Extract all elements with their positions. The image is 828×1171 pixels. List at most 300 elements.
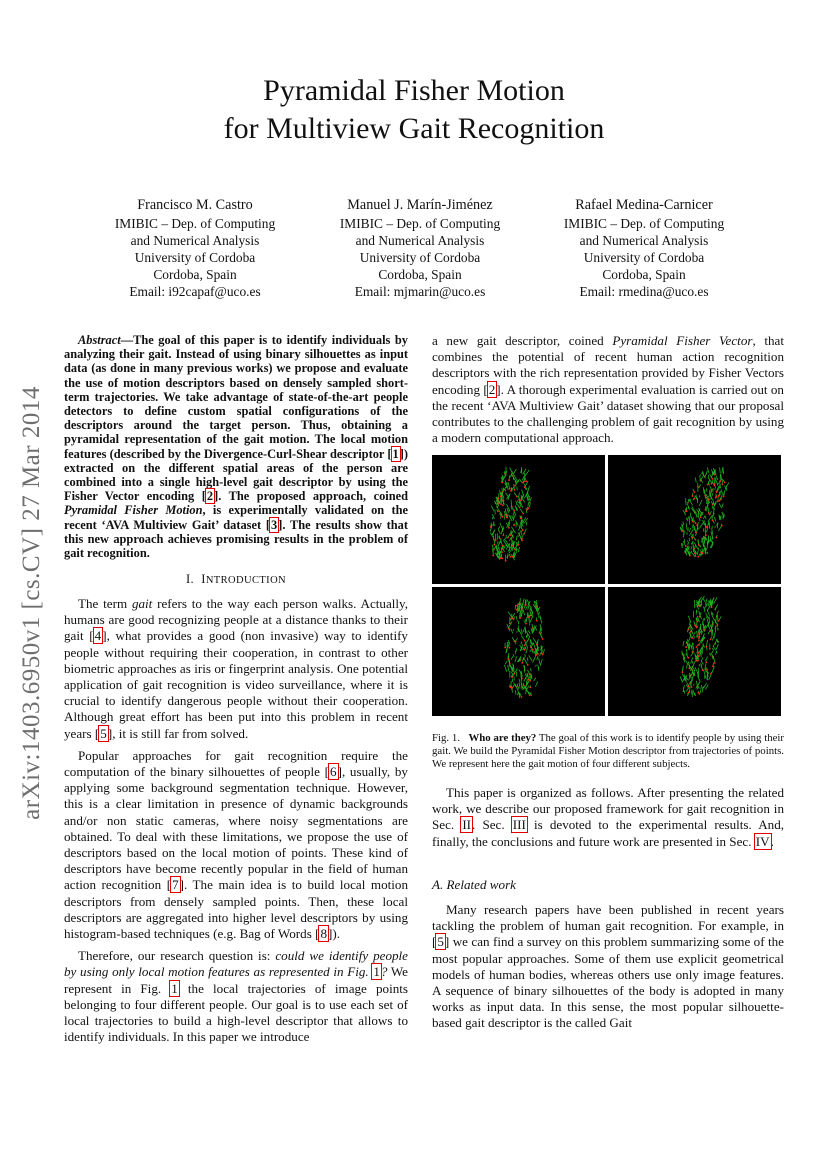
- trajectory-point: [508, 479, 510, 481]
- author-email: Email: rmedina@uco.es: [579, 284, 709, 299]
- trajectory-point: [511, 687, 513, 689]
- trajectory-point: [698, 692, 700, 694]
- trajectory-stroke: [516, 648, 517, 651]
- trajectory-stroke: [513, 513, 514, 518]
- abstract-emphasis: Pyramidal Fisher Motion: [64, 503, 203, 518]
- trajectory-stroke: [498, 530, 500, 534]
- trajectory-point: [509, 662, 511, 664]
- trajectory-point: [705, 662, 707, 664]
- citation-link[interactable]: 2: [488, 381, 496, 397]
- trajectory-stroke: [521, 533, 522, 538]
- trajectory-stroke: [707, 606, 709, 611]
- trajectory-stroke: [702, 648, 703, 654]
- trajectory-stroke: [513, 654, 514, 657]
- trajectory-point: [706, 646, 708, 648]
- figure-label: Fig. 1.: [432, 732, 461, 744]
- trajectory-stroke: [707, 647, 708, 650]
- section-number: I.: [185, 572, 195, 586]
- author-name: Manuel J. Marín-Jiménez: [347, 197, 493, 213]
- trajectory-point: [694, 553, 696, 555]
- trajectory-point: [708, 512, 710, 514]
- author-affil: and Numerical Analysis: [355, 233, 485, 248]
- trajectory-stroke: [706, 685, 709, 690]
- citation-link[interactable]: 6: [330, 764, 337, 780]
- trajectory-stroke: [704, 489, 705, 495]
- trajectory-point: [522, 513, 524, 515]
- figure-panel-subject-2: [608, 455, 781, 584]
- author-email: Email: mjmarin@uco.es: [354, 284, 486, 299]
- figure-link[interactable]: 1: [171, 980, 178, 996]
- trajectory-point: [700, 551, 702, 553]
- trajectory-stroke: [709, 674, 712, 680]
- trajectory-stroke: [511, 656, 513, 659]
- trajectory-point: [705, 534, 707, 536]
- trajectory-stroke: [706, 529, 707, 533]
- trajectory-point: [685, 646, 687, 648]
- trajectory-point: [519, 507, 521, 509]
- trajectory-point: [529, 687, 531, 689]
- trajectory-stroke: [686, 498, 687, 505]
- trajectory-stroke: [689, 499, 693, 505]
- trajectory-stroke: [686, 552, 687, 555]
- trajectory-point: [695, 522, 697, 524]
- trajectory-stroke: [695, 533, 696, 535]
- trajectory-stroke: [697, 509, 699, 512]
- trajectory-stroke: [705, 528, 706, 535]
- trajectory-point: [694, 498, 696, 500]
- trajectory-stroke: [684, 690, 685, 693]
- trajectory-point: [522, 662, 524, 664]
- trajectory-point: [714, 662, 716, 664]
- trajectory-stroke: [530, 668, 531, 671]
- trajectory-point: [521, 540, 523, 542]
- trajectory-stroke: [518, 493, 519, 498]
- trajectory-stroke: [524, 621, 525, 623]
- trajectory-stroke: [705, 516, 706, 519]
- trajectory-point: [717, 624, 719, 626]
- figure-caption-title: Who are they?: [468, 732, 537, 744]
- trajectory-stroke: [687, 664, 688, 669]
- trajectory-point: [691, 637, 693, 639]
- trajectory-point: [512, 556, 514, 558]
- section-link[interactable]: II: [462, 817, 472, 833]
- trajectory-stroke: [688, 541, 689, 544]
- trajectory-stroke: [691, 546, 693, 550]
- trajectory-point: [525, 604, 527, 606]
- trajectory-point: [698, 652, 700, 654]
- section-title-rest: NTRODUCTION: [205, 575, 287, 586]
- trajectory-stroke: [525, 654, 526, 656]
- trajectory-stroke: [699, 522, 703, 528]
- paragraph: Therefore, our research question is: could we identify people by using only local motion features as represented in Fig. 1? We represent in Fig. 1 the local trajectories of image points belonging to four different people. Our goal is to use each set of local trajectories to build a high-level descriptor that allows to identify individuals. In this paper we introduce: [64, 948, 408, 1045]
- trajectory-point: [706, 669, 708, 671]
- paragraph: Popular approaches for gait recognition require the computation of the binary silhouettes of people [6], usually, by applying some background segmentation technique. However, this is a clear limitation in presence of dynamic backgrounds and/or non static cameras, where noisy segmentations are obtained. To deal with these limitations, we propose the use of descriptors based on the local motion of points. These kind of descriptors have become recently popular in the field of human action recognition [7]. The main idea is to build local motion descriptors from densely sampled points. Then, these local descriptors are aggregated into higher level descriptors by using histogram-based techniques (e.g. Bag of Words [8]).: [64, 747, 408, 942]
- trajectory-stroke: [513, 469, 516, 474]
- trajectory-stroke: [719, 504, 721, 508]
- trajectory-stroke: [523, 627, 525, 632]
- author-affil: IMIBIC – Dep. of Computing: [114, 216, 276, 231]
- trajectory-stroke: [686, 523, 687, 530]
- trajectory-point: [495, 540, 497, 542]
- trajectory-point: [505, 560, 507, 562]
- trajectory-point: [525, 623, 527, 625]
- trajectory-stroke: [522, 481, 523, 483]
- trajectory-stroke: [683, 641, 684, 647]
- citation-link[interactable]: 5: [437, 934, 444, 950]
- trajectory-point: [501, 551, 503, 553]
- paragraph: The term gait refers to the way each person walks. Actually, humans are good recognizing people at a distance thanks to their gait [4], what provides a good (non invasive) way to identify people without requiring their cooperation, in contrast to other biometric approaches as iris or fingerprint analysis. One potential application of gait recognition is video surveillance, where it is crucial to identify dangerous people without their cooperation. Although great effort has been put into this problem in recent years [5], it is still far from solved.: [64, 596, 408, 741]
- trajectory-point: [528, 508, 530, 510]
- trajectory-stroke: [714, 630, 716, 636]
- trajectory-stroke: [687, 516, 689, 520]
- trajectory-point: [685, 510, 687, 512]
- trajectory-stroke: [524, 659, 527, 665]
- trajectory-stroke: [690, 552, 691, 555]
- trajectory-stroke: [535, 682, 537, 687]
- trajectory-point: [508, 527, 510, 529]
- trajectory-image: [608, 455, 781, 584]
- trajectory-point: [712, 665, 714, 667]
- trajectory-stroke: [514, 511, 516, 516]
- author-affil: University of Cordoba: [134, 250, 256, 265]
- trajectory-stroke: [509, 515, 512, 521]
- trajectory-stroke: [510, 538, 511, 541]
- trajectory-point: [697, 556, 699, 558]
- trajectory-stroke: [698, 515, 700, 522]
- trajectory-stroke: [529, 498, 530, 500]
- trajectory-stroke: [516, 501, 517, 506]
- trajectory-point: [712, 478, 714, 480]
- trajectory-point: [492, 555, 494, 557]
- section-heading-introduction: [64, 572, 408, 587]
- trajectory-point: [698, 636, 700, 638]
- trajectory-stroke: [691, 551, 692, 554]
- trajectory-stroke: [538, 612, 540, 615]
- figure-1-caption: [432, 732, 784, 772]
- trajectory-point: [698, 644, 700, 646]
- trajectory-stroke: [537, 656, 539, 660]
- trajectory-stroke: [699, 690, 701, 695]
- trajectory-point: [710, 639, 712, 641]
- trajectory-stroke: [707, 609, 710, 615]
- trajectory-stroke: [717, 478, 718, 480]
- trajectory-stroke: [706, 616, 707, 618]
- trajectory-stroke: [503, 549, 504, 552]
- author-block-2: [305, 197, 535, 300]
- trajectory-point: [519, 617, 521, 619]
- trajectory-point: [528, 616, 530, 618]
- author-affil: IMIBIC – Dep. of Computing: [339, 216, 501, 231]
- trajectory-stroke: [716, 480, 718, 485]
- arxiv-stamp: [12, 364, 52, 842]
- citation-link[interactable]: 2: [206, 489, 214, 504]
- citation-link[interactable]: 3: [271, 517, 278, 532]
- abstract-text: , is experimentally validated on the recent ‘AVA Multiview Gait’ dataset: [64, 503, 408, 532]
- section-link[interactable]: IV: [755, 833, 770, 849]
- trajectory-stroke: [526, 617, 527, 624]
- author-block-1: [80, 197, 310, 300]
- trajectory-stroke: [503, 474, 507, 480]
- trajectory-stroke: [699, 663, 701, 666]
- author-affil: and Numerical Analysis: [579, 233, 709, 248]
- trajectory-point: [709, 514, 711, 516]
- trajectory-stroke: [508, 482, 509, 488]
- trajectory-stroke: [716, 476, 717, 480]
- trajectory-point: [696, 627, 698, 629]
- trajectory-point: [687, 629, 689, 631]
- trajectory-point: [527, 664, 529, 666]
- trajectory-point: [705, 509, 707, 511]
- trajectory-point: [514, 485, 516, 487]
- trajectory-point: [521, 696, 523, 698]
- trajectory-point: [521, 678, 523, 680]
- trajectory-stroke: [531, 643, 532, 645]
- trajectory-point: [539, 632, 541, 634]
- paper-title: [0, 72, 828, 148]
- trajectory-point: [542, 654, 544, 656]
- citation-link[interactable]: 8: [320, 926, 327, 942]
- trajectory-stroke: [511, 527, 515, 533]
- trajectory-stroke: [525, 673, 526, 676]
- trajectory-point: [520, 499, 522, 501]
- related-work-paragraph: Many research papers have been published in recent years tackling the problem of human gait recognition. For example, in [5] we can find a survey on this problem summarizing some of the most popular approaches. Some of them use explicit geometrical models of human bodies, whereas others use only image features. A sequence of binary silhouettes of the body is adopted in many works as input data. In this sense, the most popular silhouette-based gait descriptor is the called Gait: [432, 902, 784, 1031]
- section-link[interactable]: III: [512, 817, 526, 833]
- trajectory-point: [516, 605, 518, 607]
- trajectory-point: [687, 685, 689, 687]
- trajectory-stroke: [518, 629, 521, 635]
- trajectory-stroke: [698, 676, 701, 682]
- trajectory-point: [498, 497, 500, 499]
- trajectory-stroke: [686, 660, 688, 664]
- trajectory-point: [509, 647, 511, 649]
- trajectory-stroke: [491, 506, 494, 511]
- trajectory-point: [711, 489, 713, 491]
- trajectory-stroke: [491, 524, 492, 526]
- trajectory-stroke: [529, 623, 530, 625]
- trajectory-point: [501, 558, 503, 560]
- trajectory-point: [537, 653, 539, 655]
- trajectory-point: [705, 497, 707, 499]
- trajectory-stroke: [507, 486, 508, 490]
- trajectory-stroke: [693, 543, 694, 549]
- organization-paragraph: This paper is organized as follows. After presenting the related work, we describe our proposed framework for gait recognition in Sec. II. Sec. III is devoted to the experimental results. And, finally, the conclusions and future work are presented in Sec. IV.: [432, 785, 785, 849]
- trajectory-stroke: [694, 684, 695, 686]
- trajectory-stroke: [712, 493, 713, 496]
- trajectory-stroke: [540, 659, 542, 666]
- trajectory-stroke: [516, 535, 517, 540]
- trajectory-point: [503, 534, 505, 536]
- trajectory-stroke: [533, 643, 535, 649]
- author-affil: Cordoba, Spain: [378, 267, 462, 282]
- figure-link[interactable]: 1: [373, 964, 380, 980]
- trajectory-stroke: [527, 657, 528, 661]
- trajectory-point: [513, 524, 515, 526]
- trajectory-stroke: [528, 502, 529, 506]
- trajectory-stroke: [497, 505, 499, 509]
- trajectory-point: [497, 511, 499, 513]
- trajectory-stroke: [701, 661, 703, 665]
- trajectory-stroke: [521, 642, 522, 645]
- trajectory-stroke: [703, 516, 705, 519]
- trajectory-stroke: [501, 497, 502, 504]
- trajectory-point: [695, 539, 697, 541]
- trajectory-stroke: [524, 473, 525, 476]
- trajectory-point: [696, 621, 698, 623]
- trajectory-point: [698, 632, 700, 634]
- trajectory-stroke: [692, 661, 693, 663]
- trajectory-stroke: [508, 640, 510, 645]
- trajectory-point: [500, 503, 502, 505]
- trajectory-stroke: [529, 655, 533, 661]
- trajectory-stroke: [528, 486, 530, 492]
- trajectory-point: [698, 655, 700, 657]
- trajectory-stroke: [509, 520, 510, 526]
- trajectory-point: [695, 555, 697, 557]
- citation-link[interactable]: 1: [392, 446, 399, 461]
- trajectory-stroke: [711, 498, 712, 500]
- trajectory-stroke: [493, 521, 494, 526]
- title-line-1: Pyramidal Fisher Motion: [263, 74, 565, 107]
- trajectory-point: [524, 640, 526, 642]
- trajectory-stroke: [505, 661, 507, 664]
- trajectory-point: [493, 549, 495, 551]
- trajectory-image: [432, 587, 605, 716]
- trajectory-point: [692, 495, 694, 497]
- trajectory-stroke: [518, 687, 519, 692]
- trajectory-stroke: [701, 664, 702, 667]
- trajectory-stroke: [721, 474, 722, 480]
- trajectory-point: [691, 537, 693, 539]
- trajectory-point: [715, 537, 717, 539]
- introduction-body: [64, 596, 408, 1045]
- trajectory-image: [432, 455, 605, 584]
- citation-link[interactable]: 4: [94, 628, 102, 644]
- trajectory-stroke: [713, 646, 715, 650]
- trajectory-point: [532, 649, 534, 651]
- trajectory-stroke: [523, 609, 525, 615]
- trajectory-stroke: [517, 631, 518, 633]
- trajectory-stroke: [519, 692, 520, 698]
- author-affil: and Numerical Analysis: [130, 233, 260, 248]
- trajectory-point: [685, 545, 687, 547]
- author-name: Francisco M. Castro: [137, 197, 253, 213]
- author-affil: Cordoba, Spain: [602, 267, 686, 282]
- trajectory-stroke: [697, 651, 698, 653]
- trajectory-point: [501, 513, 503, 515]
- trajectory-stroke: [500, 523, 502, 528]
- trajectory-stroke: [526, 522, 527, 526]
- trajectory-point: [506, 514, 508, 516]
- subsection-heading-related-work: A. Related work: [432, 877, 516, 892]
- trajectory-point: [522, 482, 524, 484]
- trajectory-point: [493, 544, 495, 546]
- trajectory-point: [502, 504, 504, 506]
- trajectory-stroke: [680, 677, 682, 682]
- trajectory-point: [513, 673, 515, 675]
- trajectory-stroke: [717, 615, 718, 622]
- trajectory-stroke: [704, 637, 705, 639]
- trajectory-point: [501, 482, 503, 484]
- figure-panel-subject-4: [608, 587, 781, 716]
- citation-link[interactable]: 7: [172, 877, 179, 893]
- author-affil: University of Cordoba: [359, 250, 481, 265]
- trajectory-stroke: [707, 468, 709, 474]
- abstract-text: . The results show that this new approach achieves promising results in the problem of gait recognition.: [64, 517, 409, 561]
- trajectory-stroke: [540, 653, 541, 657]
- title-line-2: for Multiview Gait Recognition: [223, 112, 605, 145]
- trajectory-stroke: [708, 630, 710, 634]
- trajectory-stroke: [699, 485, 701, 489]
- trajectory-point: [536, 644, 538, 646]
- trajectory-stroke: [707, 552, 708, 554]
- trajectory-stroke: [715, 517, 716, 521]
- trajectory-stroke: [689, 513, 691, 520]
- trajectory-stroke: [712, 648, 714, 651]
- trajectory-point: [687, 657, 689, 659]
- trajectory-stroke: [695, 667, 697, 672]
- trajectory-point: [506, 517, 508, 519]
- trajectory-stroke: [524, 678, 527, 682]
- trajectory-stroke: [515, 657, 517, 663]
- trajectory-point: [702, 669, 704, 671]
- trajectory-point: [700, 516, 702, 518]
- trajectory-stroke: [525, 470, 529, 476]
- trajectory-stroke: [706, 488, 707, 491]
- trajectory-point: [510, 534, 512, 536]
- trajectory-point: [504, 647, 506, 649]
- trajectory-stroke: [527, 493, 528, 495]
- citation-link[interactable]: 5: [100, 725, 107, 741]
- trajectory-image: [608, 587, 781, 716]
- trajectory-stroke: [510, 619, 511, 621]
- trajectory-point: [522, 529, 524, 531]
- trajectory-stroke: [722, 503, 724, 508]
- trajectory-stroke: [528, 604, 529, 608]
- trajectory-stroke: [530, 616, 533, 623]
- trajectory-point: [542, 638, 544, 640]
- trajectory-stroke: [507, 508, 509, 513]
- arxiv-id: arXiv:1403.6950v1 [cs.CV] 27 Mar 2014: [18, 386, 45, 820]
- trajectory-point: [687, 502, 689, 504]
- trajectory-stroke: [494, 524, 495, 526]
- trajectory-stroke: [508, 622, 512, 628]
- author-email: Email: i92capaf@uco.es: [129, 284, 261, 299]
- trajectory-stroke: [684, 685, 685, 689]
- trajectory-stroke: [703, 528, 704, 532]
- trajectory-stroke: [725, 486, 727, 491]
- trajectory-stroke: [708, 501, 709, 505]
- trajectory-stroke: [534, 678, 536, 681]
- trajectory-point: [510, 556, 512, 558]
- trajectory-point: [526, 509, 528, 511]
- trajectory-point: [524, 645, 526, 647]
- trajectory-stroke: [513, 476, 514, 481]
- trajectory-stroke: [533, 656, 536, 662]
- trajectory-stroke: [720, 467, 721, 473]
- trajectory-point: [717, 501, 719, 503]
- trajectory-stroke: [722, 467, 723, 473]
- trajectory-stroke: [520, 479, 522, 483]
- author-affil: IMIBIC – Dep. of Computing: [563, 216, 725, 231]
- trajectory-stroke: [522, 629, 523, 634]
- abstract-label: Abstract: [78, 333, 121, 347]
- trajectory-stroke: [703, 598, 705, 601]
- trajectory-point: [507, 537, 509, 539]
- trajectory-point: [694, 491, 696, 493]
- trajectory-point: [500, 495, 502, 497]
- trajectory-stroke: [504, 665, 506, 672]
- trajectory-stroke: [511, 629, 513, 634]
